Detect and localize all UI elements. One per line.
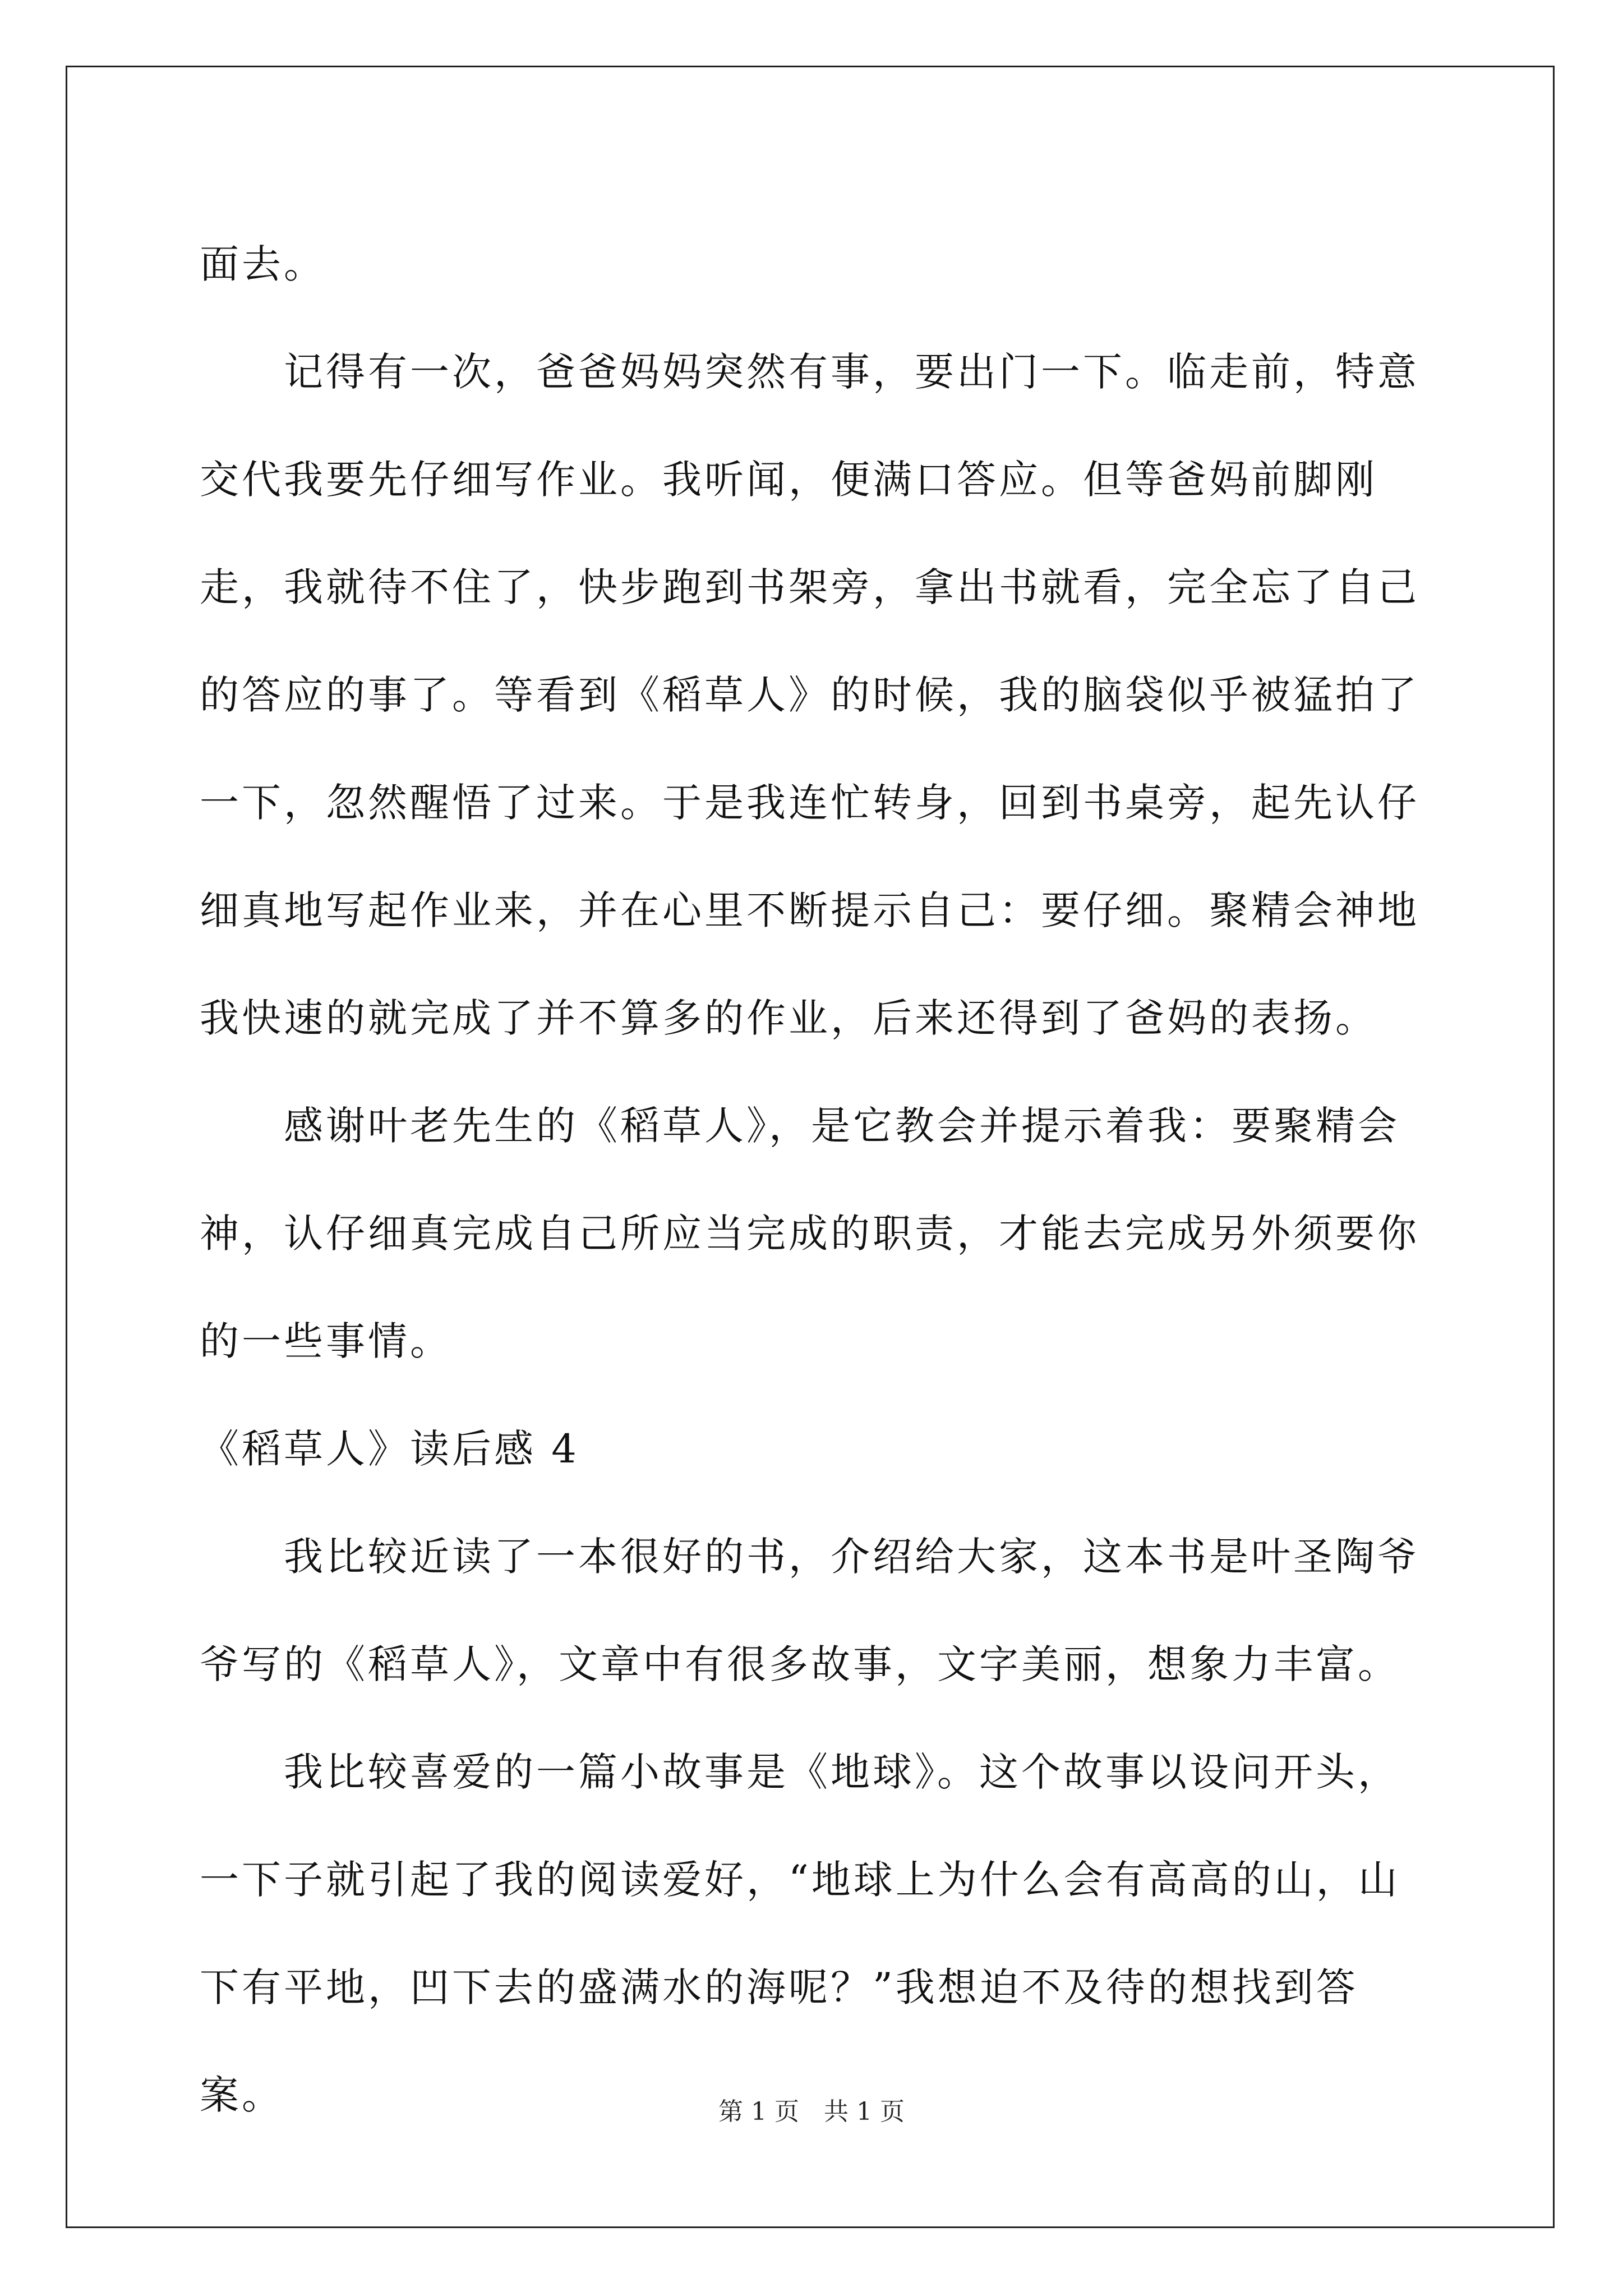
paragraph — [200, 318, 1431, 1072]
text-line: 感谢叶老先生的《稻草人》，是它教会并提示着我：要聚精会神， — [200, 1103, 1400, 1257]
text-line: 醒悟了过来。于是我连忙转身，回到书桌旁，起先认仔细真地写起作 — [200, 780, 1419, 933]
text-line: 写的《稻草人》，文章中有很多故事，文字美丽，想象力丰富。 — [242, 1641, 1400, 1687]
paragraph — [200, 1072, 1431, 1395]
page-footer — [0, 2091, 1623, 2127]
text-line: 就待不住了，快步跑到书架旁，拿出书就看，完全忘了自己的答应的 — [200, 564, 1419, 718]
text-line: 事情。 — [326, 1318, 452, 1364]
heading-text: 《稻草人》读后感 4 — [200, 1426, 579, 1472]
text-line: 子就引起了我的阅读爱好，“地球上为什么会有高高的山，山下有平 — [200, 1857, 1400, 2010]
document-body — [200, 210, 1431, 2149]
text-line: 了并不算多的作业，后来还得到了爸妈的表扬。 — [494, 995, 1377, 1041]
text-line: 我比较喜爱的一篇小故事是《地球》。这个故事以设问开头，一下 — [200, 1749, 1400, 1903]
text-line: 事了。等看到《稻草人》的时候，我的脑袋似乎被猛拍了一下，忽然 — [200, 672, 1419, 826]
text-line: 我比较近读了一本很好的书，介绍给大家，这本书是叶圣陶爷爷 — [200, 1534, 1419, 1687]
text-line: 地，凹下去的盛满水的海呢？”我想迫不及待的想找到答案。 — [200, 1964, 1358, 2118]
paragraph-continuation — [200, 210, 1431, 318]
paragraph — [200, 1503, 1431, 1718]
paragraph — [200, 1718, 1431, 2149]
text-line: 认仔细真完成自己所应当完成的职责，才能去完成另外须要你的一些 — [200, 1211, 1419, 1364]
text-line: 面去。 — [200, 241, 326, 287]
section-heading — [200, 1395, 1431, 1503]
text-line: 业来，并在心里不断提示自己：要仔细。聚精会神地我快速的就完成 — [200, 887, 1419, 1041]
text-line: 代我要先仔细写作业。我听闻，便满口答应。但等爸妈前脚刚走，我 — [200, 457, 1377, 610]
text-line: 记得有一次，爸爸妈妈突然有事，要出门一下。临走前，特意交 — [200, 349, 1419, 503]
page-number: 第 1 页 共 1 页 — [718, 2097, 905, 2126]
